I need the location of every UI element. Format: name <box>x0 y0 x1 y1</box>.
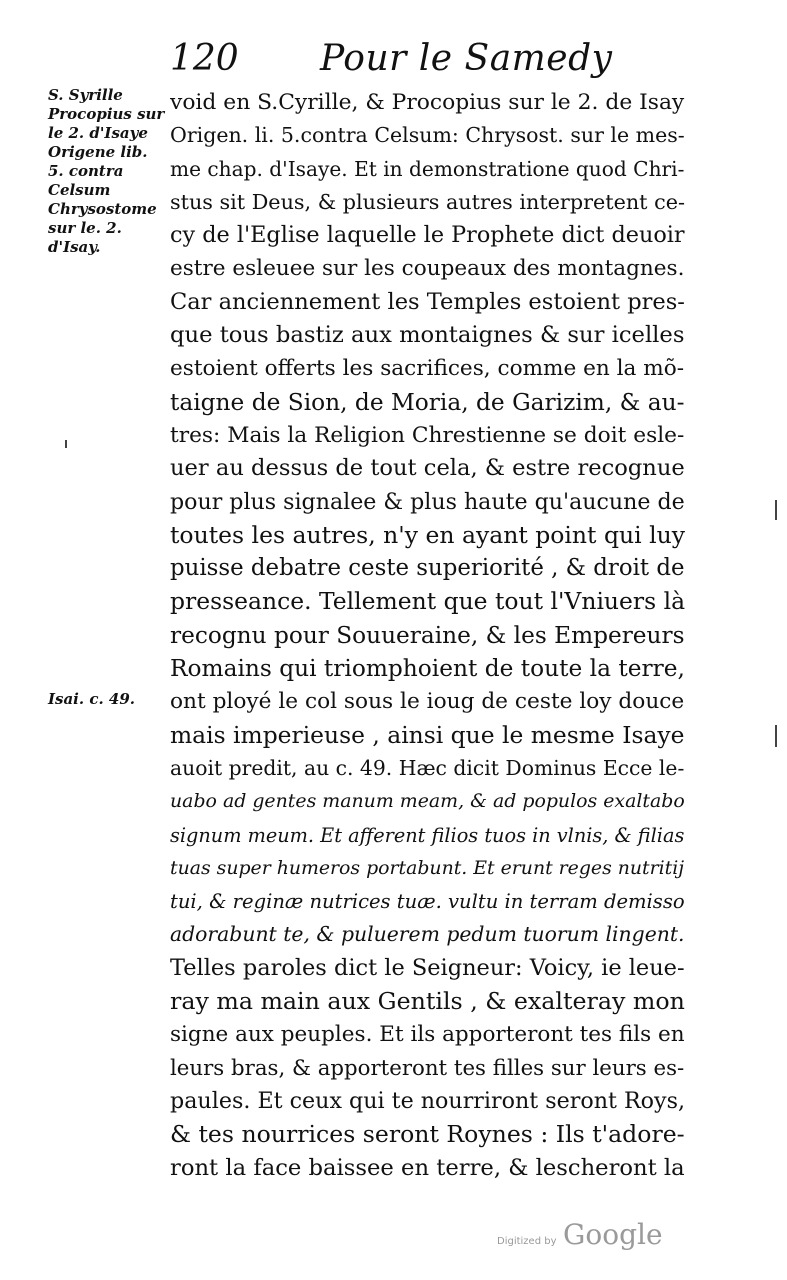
margin-note-line: S. Syrille <box>48 86 123 104</box>
text-line: cy de l'Eglise laquelle le Prophete dict deuoir <box>170 222 685 249</box>
margin-note-line: Chrysostome <box>48 200 157 218</box>
margin-note-line: Isai. c. 49. <box>48 690 135 708</box>
margin-note-isaiah <box>48 690 166 709</box>
margin-note-line: sur le. 2. <box>48 219 122 237</box>
text-line: estoient offerts les sacrifices, comme en la mõ- <box>170 356 685 382</box>
running-title: Pour le Samedy <box>320 38 613 79</box>
margin-note-line: 5. contra <box>48 162 124 180</box>
text-line: adorabunt te, & puluerem pedum tuorum lingent. <box>170 922 685 947</box>
google-logo: Google <box>563 1218 663 1251</box>
page-header <box>170 38 690 82</box>
text-line: ray ma main aux Gentils , & exalteray mon <box>170 987 685 1016</box>
margin-note-line: d'Isay. <box>48 238 101 256</box>
margin-note-line: Procopius sur <box>48 105 165 123</box>
text-line: signum meum. Et afferent filios tuos in vlnis, & filias <box>170 823 685 847</box>
margin-note-line: Origene lib. <box>48 143 148 161</box>
text-line: leurs bras, & apporteront tes filles sur leurs es- <box>170 1055 685 1081</box>
scan-mark <box>775 725 777 747</box>
text-line: & tes nourrices seront Roynes : Ils t'adore- <box>170 1120 685 1149</box>
text-line: Origen. li. 5.contra Celsum: Chrysost. sur le mes- <box>170 123 685 148</box>
scan-mark <box>775 500 777 520</box>
text-line: ront la face baissee en terre, & lescheront la <box>170 1154 685 1181</box>
text-line: Car anciennement les Temples estoient pres- <box>170 288 685 315</box>
text-line: Telles paroles dict le Seigneur: Voicy, ie leue- <box>170 954 685 981</box>
watermark-label: Digitized by <box>497 1236 557 1247</box>
margin-note-line: Celsum <box>48 181 111 199</box>
text-line: paules. Et ceux qui te nourriront seront Roys, <box>170 1087 686 1114</box>
margin-note-references <box>48 86 166 257</box>
text-line: estre esleuee sur les coupeaux des montagnes. <box>170 256 685 282</box>
text-line: me chap. d'Isaye. Et in demonstratione quod Chri- <box>170 156 685 181</box>
text-line: recognu pour Souueraine, & les Empereurs <box>170 621 685 649</box>
text-line: taigne de Sion, de Moria, de Garizim, & au- <box>170 388 685 416</box>
text-line: void en S.Cyrille, & Procopius sur le 2. de Isay <box>170 90 685 115</box>
text-line: stus sit Deus, & plusieurs autres interpretent ce- <box>170 189 685 214</box>
text-line: ont ployé le col sous le ioug de ceste loy douce <box>170 689 685 715</box>
text-line: signe aux peuples. Et ils apporteront tes fils en <box>170 1022 685 1048</box>
body-text <box>170 86 690 1185</box>
page-number: 120 <box>170 38 239 79</box>
text-line: que tous bastiz aux montaignes & sur icelles <box>170 322 685 349</box>
margin-note-line: le 2. d'Isaye <box>48 124 148 142</box>
text-line: uabo ad gentes manum meam, & ad populos exaltabo <box>170 790 685 813</box>
text-line: puisse debatre ceste superiorité , & droit de <box>170 555 685 582</box>
text-line: tui, & reginæ nutrices tuæ. vultu in terram demisso <box>170 890 685 914</box>
text-line: toutes les autres, n'y en ayant point qui luy <box>170 520 685 549</box>
text-line: uer au dessus de tout cela, & estre recognue <box>170 455 685 482</box>
text-line: mais imperieuse , ainsi que le mesme Isaye <box>170 720 685 749</box>
text-line: tuas super humeros portabunt. Et erunt reges nutritij <box>170 856 685 879</box>
text-line: presseance. Tellement que tout l'Vniuers là <box>170 587 686 616</box>
text-line: auoit predit, au c. 49. Hæc dicit Dominus Ecce le- <box>170 755 685 780</box>
text-line: tres: Mais la Religion Chrestienne se doit esle- <box>170 422 685 448</box>
text-line: pour plus signalee & plus haute qu'aucune de <box>170 488 685 515</box>
scan-mark <box>65 440 67 448</box>
text-line: Romains qui triomphoient de toute la terre, <box>170 655 685 683</box>
